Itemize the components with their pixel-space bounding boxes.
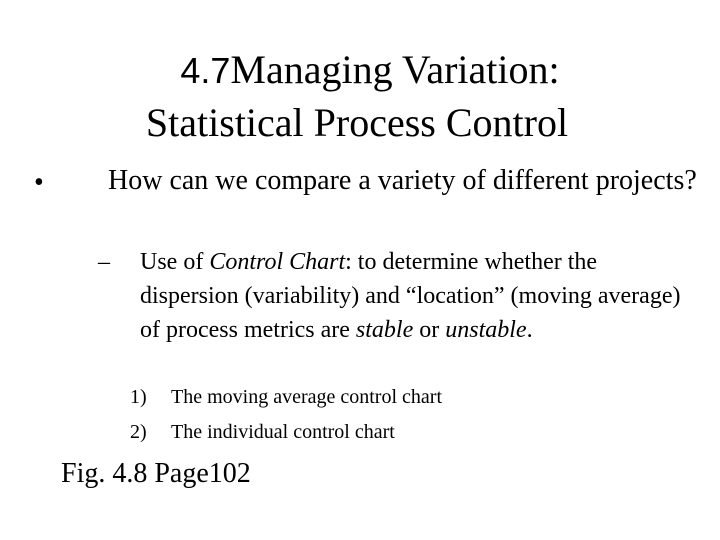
stable-term: stable	[355, 317, 414, 343]
sub-bullet-marker: –	[98, 249, 110, 275]
figure-reference: Fig. 4.8 Page102	[61, 458, 251, 489]
sub-bullet-text-part-2: : to determine whether the dispersion (variability) and “location” (moving average) of process metrics are	[140, 249, 681, 343]
title-line-1-text: Managing Variation:	[230, 47, 560, 92]
slide-title	[0, 44, 720, 149]
sub-bullet-text	[140, 245, 700, 347]
bullet-marker: •	[34, 167, 44, 198]
list-item-number: 1)	[130, 386, 147, 408]
section-number: 4.7	[180, 50, 231, 91]
title-line-2: Statistical Process Control	[145, 100, 569, 145]
unstable-term: unstable	[445, 317, 527, 343]
list-item-text: The individual control chart	[171, 421, 395, 443]
list-item-text: The moving average control chart	[171, 386, 442, 408]
control-chart-term: Control Chart	[209, 249, 346, 275]
sub-bullet-text-part-4: .	[526, 317, 533, 343]
title-line-1	[0, 44, 720, 97]
sub-bullet-text-part-1: Use of	[140, 249, 210, 275]
list-item-number: 2)	[130, 421, 147, 443]
bullet-text: How can we compare a variety of different projects?	[108, 165, 697, 196]
sub-bullet-text-part-3: or	[413, 317, 446, 343]
